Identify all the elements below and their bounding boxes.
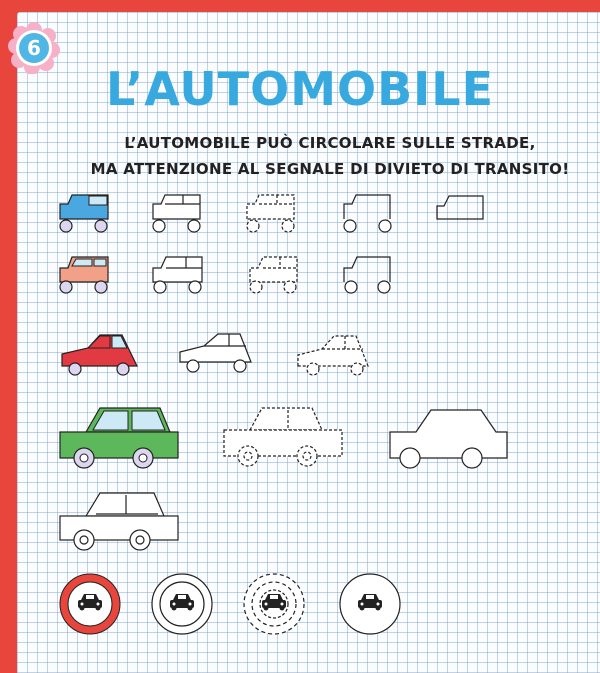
instruction-line-2: MA ATTENZIONE AL SEGNALE DI DIVIETO DI TRANSITO!	[90, 160, 570, 178]
car-partial-1	[344, 195, 391, 232]
car-colored-blue	[60, 195, 108, 232]
car-partial-3	[344, 257, 390, 293]
car-outline-1	[153, 195, 200, 232]
car-outline-2	[153, 257, 202, 293]
car-partial-2	[437, 196, 483, 219]
car-colored-red	[62, 335, 137, 375]
car-dashed-3	[298, 336, 368, 375]
car-outline-5	[60, 493, 178, 550]
page-number: 6	[27, 36, 41, 60]
page-title: L’AUTOMOBILE	[105, 62, 495, 116]
car-colored-salmon	[60, 257, 108, 293]
no-vehicles-sign-colored	[60, 574, 120, 634]
no-vehicles-sign-dashed	[244, 574, 304, 634]
car-dashed-1	[247, 195, 294, 232]
car-dashed-4	[224, 408, 342, 466]
car-dashed-2	[250, 257, 297, 293]
no-vehicles-sign-outline-1	[152, 574, 212, 634]
car-colored-green	[60, 408, 178, 468]
no-vehicles-sign-outline-2	[340, 574, 400, 634]
instruction-line-1: L’AUTOMOBILE PUÒ CIRCOLARE SULLE STRADE,	[124, 134, 536, 152]
car-outline-3	[180, 334, 251, 372]
car-outline-4	[390, 410, 507, 468]
